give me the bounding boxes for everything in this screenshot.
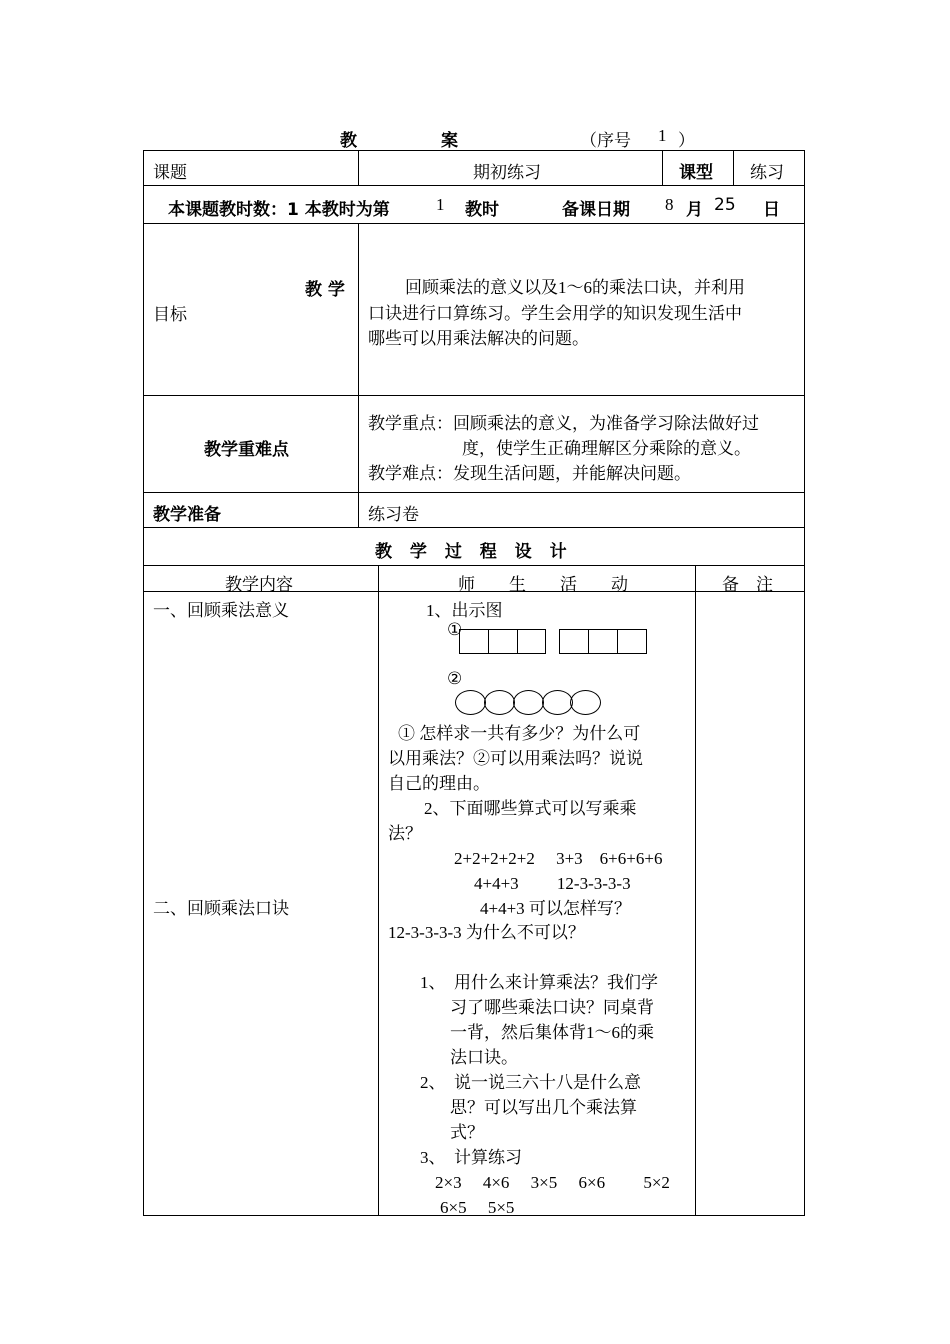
topic-label: 课题	[153, 163, 187, 183]
figure-mark-1: ①	[447, 620, 463, 639]
question-2-line-2: 思？可以写出几个乘法算	[450, 1098, 637, 1117]
serial-close: ）	[678, 131, 695, 151]
column-activity-header: 师 生 活 动	[458, 575, 628, 595]
goal-line-1: 回顾乘法的意义以及1～6的乘法口诀，并利用	[405, 278, 745, 297]
question-3-line: 计算练习	[454, 1148, 522, 1167]
title-char-2: 案	[441, 131, 458, 151]
date-day-unit: 日	[763, 200, 780, 220]
square-group-1	[459, 629, 546, 654]
question-2-line-3: 式？	[450, 1123, 484, 1142]
date-month: 8	[665, 195, 674, 214]
process-header: 教 学 过 程 设 计	[375, 542, 573, 562]
serial-value: 1	[658, 126, 667, 145]
goal-line-2: 口诀进行口算练习。学生会用学的知识发现生活中	[368, 304, 742, 323]
column-notes-header: 备 注	[722, 575, 773, 595]
hours-unit: 教时	[465, 200, 499, 220]
question-2-line-1: 说一说三六十八是什么意	[454, 1073, 641, 1092]
content-item-1: 一、回顾乘法意义	[153, 601, 289, 620]
activity-step-1: 1、出示图	[426, 601, 503, 620]
question-3-number: 3、	[420, 1148, 446, 1167]
question-1-line-4: 法口诀。	[450, 1048, 518, 1067]
square-group-2	[559, 629, 647, 654]
key-point-line-1: 教学重点：回顾乘法的意义，为准备学习除法做好过	[368, 414, 759, 433]
hours-label: 本课题教时数：1 本教时为第	[168, 200, 390, 220]
expression-line-2: 4+4+3 12-3-3-3-3	[474, 874, 631, 893]
activity-question-line-3: 自己的理由。	[388, 774, 490, 793]
goal-label-part2: 目标	[153, 305, 187, 325]
activity-question-line-1: ① 怎样求一共有多少？为什么可	[398, 724, 641, 743]
expression-question-2: 12-3-3-3-3 为什么不可以？	[388, 923, 585, 942]
serial-label: （序号	[580, 131, 631, 151]
activity-question-line-2: 以用乘法？②可以用乘法吗？说说	[388, 749, 643, 768]
question-1-number: 1、	[420, 973, 446, 992]
prep-date-label: 备课日期	[562, 200, 630, 220]
topic-value: 期初练习	[473, 163, 541, 182]
question-1-line-1: 用什么来计算乘法？我们学	[454, 973, 658, 992]
title-char-1: 教	[340, 131, 357, 151]
prep-value: 练习卷	[368, 505, 419, 524]
date-month-unit: 月	[686, 200, 703, 220]
expression-question-1: 4+4+3 可以怎样写？	[480, 899, 631, 918]
calc-line-2: 6×5 5×5	[440, 1198, 515, 1217]
column-content-header: 教学内容	[225, 575, 293, 595]
key-points-label: 教学重难点	[204, 440, 289, 460]
hours-number: 1	[436, 195, 445, 214]
activity-step-2: 2、下面哪些算式可以写乘乘	[424, 799, 637, 818]
question-1-line-3: 一背，然后集体背1～6的乘	[450, 1023, 654, 1042]
lesson-type-label: 课型	[679, 163, 713, 183]
question-1-line-2: 习了哪些乘法口诀？同桌背	[450, 998, 654, 1017]
key-point-line-2: 度，使学生正确理解区分乘除的意义。	[462, 439, 751, 458]
question-2-number: 2、	[420, 1073, 446, 1092]
goal-label-part1: 教 学	[305, 280, 345, 300]
goal-line-3: 哪些可以用乘法解决的问题。	[368, 329, 589, 348]
figure-mark-2: ②	[447, 669, 463, 688]
content-item-2: 二、回顾乘法口诀	[153, 899, 289, 918]
lesson-type-value: 练习	[750, 163, 784, 182]
activity-step-2-cont: 法？	[388, 824, 422, 843]
date-day: 25	[714, 195, 736, 215]
expression-line-1: 2+2+2+2+2 3+3 6+6+6+6	[454, 849, 663, 868]
calc-line-1: 2×3 4×6 3×5 6×6 5×2	[435, 1173, 670, 1192]
prep-label: 教学准备	[153, 505, 221, 525]
difficult-point-line: 教学难点：发现生活问题，并能解决问题。	[368, 464, 691, 483]
